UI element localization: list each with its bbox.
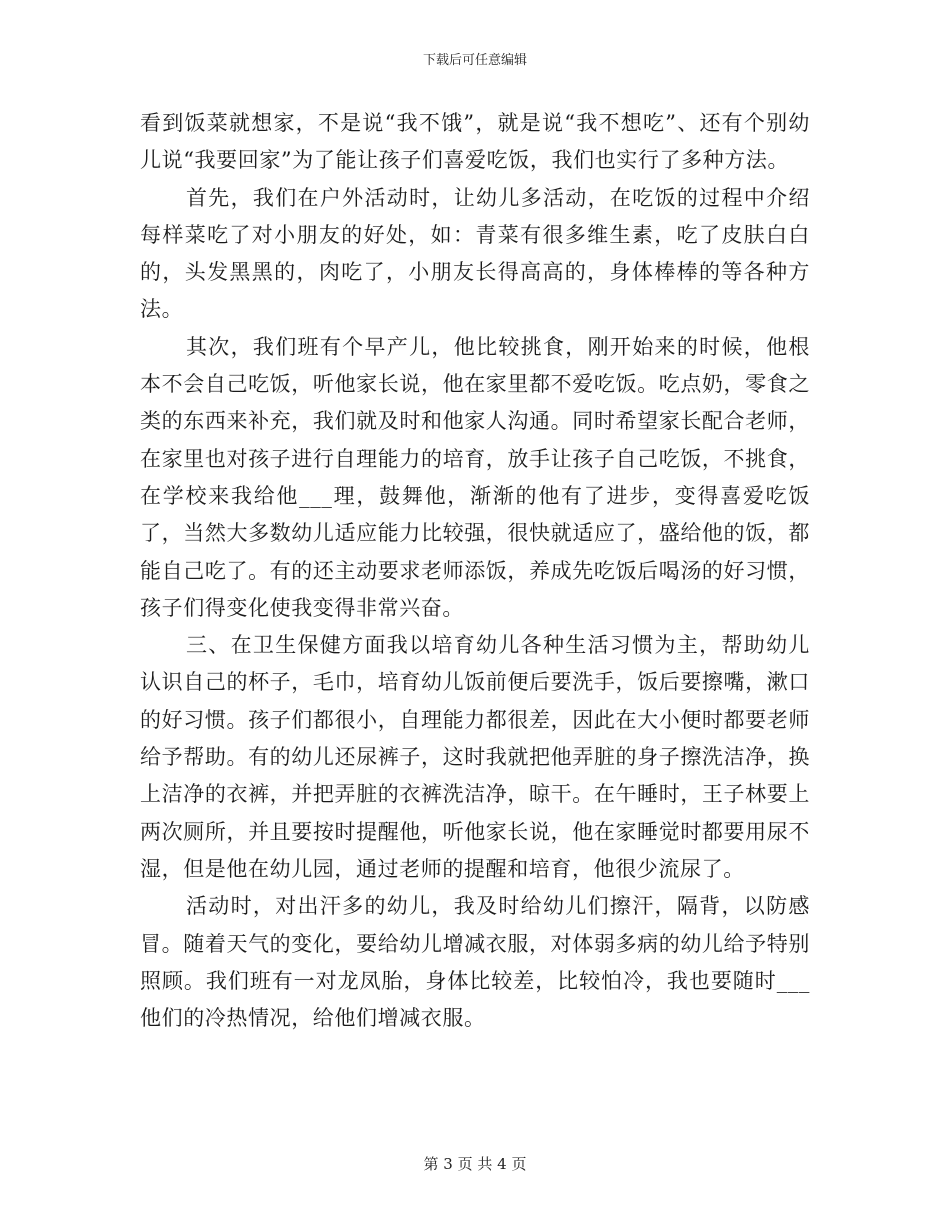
paragraph-continuation: 看到饭菜就想家，不是说“我不饿”，就是说“我不想吃”、还有个别幼儿说“我要回家”为了能让孩子们喜爱吃饭，我们也实行了多种方法。: [140, 111, 810, 173]
page-footer: 第 3 页 共 4 页: [423, 1155, 527, 1173]
page-header: 下载后可任意编辑: [422, 53, 527, 68]
paragraph-first: 首先，我们在户外活动时，让幼儿多活动，在吃饭的过程中介绍每样菜吃了对小朋友的好处，如：青菜有很多维生素，吃了皮肤白白的，头发黑黑的，肉吃了，小朋友长得高高的，身体棒棒的等各种方法。: [140, 185, 810, 322]
document-body: [140, 105, 810, 1037]
paragraph-activity: 活动时，对出汗多的幼儿，我及时给幼儿们擦汗，隔背，以防感冒。随着天气的变化，要给幼儿增减衣服，对体弱多病的幼儿给予特别照顾。我们班有一对龙凤胎，身体比较差，比较怕冷，我也要随时___他们的冷热情况，给他们增减衣服。: [140, 894, 810, 1031]
paragraph-hygiene: 三、在卫生保健方面我以培育幼儿各种生活习惯为主，帮助幼儿认识自己的杯子，毛巾，培育幼儿饭前便后要洗手，饭后要擦嘴，漱口的好习惯。孩子们都很小，自理能力都很差，因此在大小便时都要老师给予帮助。有的幼儿还尿裤子，这时我就把他弄脏的身子擦洗洁净，换上洁净的衣裤，并把弄脏的衣裤洗洁净，晾干。在午睡时，王子林要上两次厕所，并且要按时提醒他，听他家长说，他在家睡觉时都要用尿不湿，但是他在幼儿园，通过老师的提醒和培育，他很少流尿了。: [140, 633, 810, 881]
paragraph-second: 其次，我们班有个早产儿，他比较挑食，刚开始来的时候，他根本不会自己吃饭，听他家长说，他在家里都不爱吃饭。吃点奶，零食之类的东西来补充，我们就及时和他家人沟通。同时希望家长配合老师，在家里也对孩子进行自理能力的培育，放手让孩子自己吃饭，不挑食，在学校来我给他___理，鼓舞他，渐渐的他有了进步，变得喜爱吃饭了，当然大多数幼儿适应能力比较强，很快就适应了，盛给他的饭，都能自己吃了。有的还主动要求老师添饭，养成先吃饭后喝汤的好习惯，孩子们得变化使我变得非常兴奋。: [140, 334, 810, 620]
